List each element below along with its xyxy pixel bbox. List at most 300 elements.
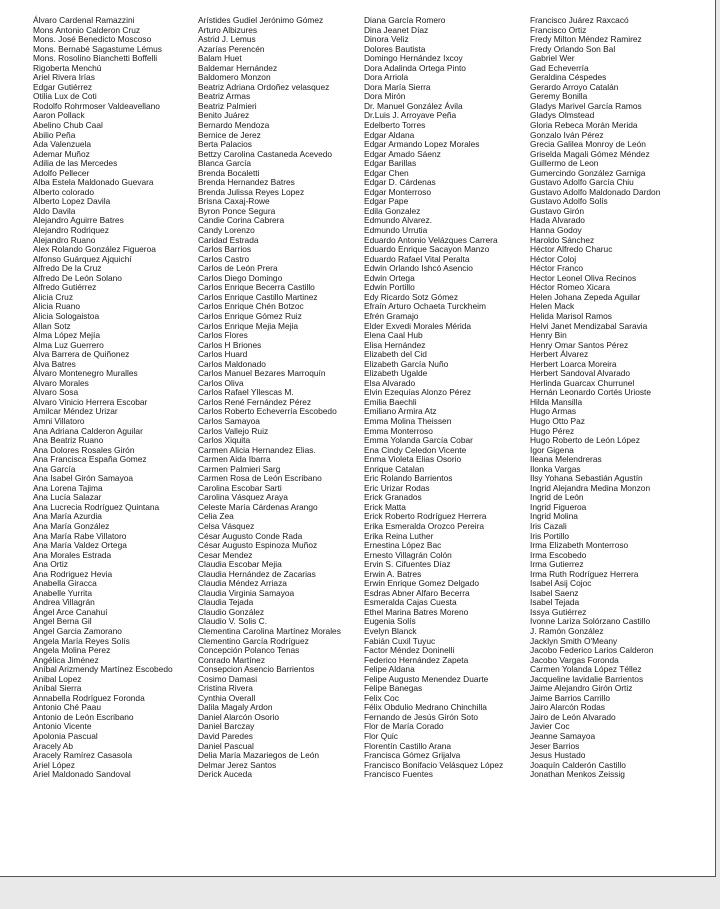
name-entry: Astrid J. Lemus xyxy=(198,34,256,45)
name-entry: Blanca García xyxy=(198,158,252,169)
name-entry: Isabel Asij Cojoc xyxy=(530,578,592,589)
name-entry: Jairo Alarcón Rodas xyxy=(530,702,605,713)
name-entry: Baldomero Monzon xyxy=(198,72,271,83)
name-entry: Carlos Maldonado xyxy=(198,358,266,369)
name-entry: Ariel Maldonado Sandoval xyxy=(33,769,131,780)
name-entry: Helen Johana Zepeda Aguilar xyxy=(530,291,641,302)
name-entry: Annabella Rodríguez Foronda xyxy=(33,692,145,703)
name-entry: Aracely Ramírez Casasola xyxy=(33,750,133,761)
name-entry: Candie Corina Cabrera xyxy=(198,215,285,226)
name-entry: Elder Exvedi Morales Mérida xyxy=(364,320,472,331)
name-entry: Geraldina Céspedes xyxy=(530,72,607,83)
name-entry: Claudio González xyxy=(198,606,265,617)
name-entry: Fabián Cuxil Tuyuc xyxy=(364,635,436,646)
name-entry: Elsa Alvarado xyxy=(364,377,416,388)
name-entry: Alejandro Aguirre Batres xyxy=(33,215,124,226)
name-entry: Angela Molina Perez xyxy=(33,645,111,656)
name-entry: Carlos Enrique Chén Botzoc xyxy=(198,301,304,312)
name-entry: Flor Quic xyxy=(364,731,398,742)
names-column-2 xyxy=(198,16,341,780)
name-entry: Candy Lorenzo xyxy=(198,225,255,236)
name-entry: Alfonso Guárquez Ajquichí xyxy=(33,253,132,264)
name-entry: Ilonka Vargas xyxy=(530,463,581,474)
name-entry: Herbert Sandoval Alvarado xyxy=(530,368,631,379)
name-entry: Erwin Enrique Gomez Delgado xyxy=(364,578,479,589)
name-entry: Beatriz Palmieri xyxy=(198,100,257,111)
name-entry: Emiliano Armira Atz xyxy=(364,406,437,417)
name-entry: Edwin Orlando Ishcó Asencio xyxy=(364,263,473,274)
name-entry: J. Ramón González xyxy=(530,626,604,636)
name-entry: Carolina Vásquez Araya xyxy=(198,492,288,503)
name-entry: Carmen Alicia Hernandez Elias. xyxy=(198,444,316,455)
name-entry: Ana Francisca España Gomez xyxy=(33,454,147,465)
name-entry: Dora Arriola xyxy=(364,72,409,83)
name-entry: Alfredo De la Cruz xyxy=(33,263,102,274)
name-entry: Anabella Giracca xyxy=(33,578,97,589)
name-entry: Anabelle Yurrita xyxy=(33,587,92,598)
name-entry: Edgar Armando Lopez Morales xyxy=(364,139,480,150)
name-entry: Felipe Banegas xyxy=(364,683,423,694)
name-entry: Dora Adalinda Ortega Pinto xyxy=(364,62,466,73)
name-entry: Gerardo Arroyo Catalán xyxy=(530,81,619,92)
name-entry: Jairo de León Alvarado xyxy=(530,711,616,722)
name-entry: Ingrid Alejandra Medina Monzon xyxy=(530,482,651,493)
name-entry: Felipe Aldana xyxy=(364,664,415,675)
name-entry: Carlos Enrique Mejia Mejia xyxy=(198,320,299,331)
name-entry: Alicia Sologaistoa xyxy=(33,310,100,321)
name-entry: Cosimo Damasi xyxy=(198,673,258,684)
name-entry: Helen Mack xyxy=(530,301,575,312)
name-entry: Carlos Xiquita xyxy=(198,435,251,446)
name-entry: Ernesto Villagrán Colón xyxy=(364,549,452,560)
name-entry: Adilia de las Mercedes xyxy=(33,158,118,169)
name-entry: Carlos Flores xyxy=(198,330,248,341)
name-entry: Elena Caal Hub xyxy=(364,330,423,341)
name-entry: Hugo Roberto de León López xyxy=(530,435,640,446)
name-entry: Carlos Castro xyxy=(198,253,250,264)
name-entry: Brenda Hernandez Batres xyxy=(198,177,295,188)
name-entry: Elizabeth Ugalde xyxy=(364,368,428,379)
name-entry: Edgar Gutiérrez xyxy=(33,81,93,92)
name-entry: Ana María Azurdia xyxy=(33,511,102,522)
name-entry: Factor Méndez Doninelli xyxy=(364,645,455,656)
name-entry: Jeanne Samayoa xyxy=(530,731,596,742)
name-entry: Felipe Augusto Menendez Duarte xyxy=(364,673,489,684)
name-entry: Gumercindo González Garniga xyxy=(530,167,646,178)
name-entry: Erick Granados xyxy=(364,492,422,503)
name-entry: Carlos H Briones xyxy=(198,339,262,350)
name-entry: Isabel Tejada xyxy=(530,597,580,608)
name-entry: Caridad Estrada xyxy=(198,234,259,245)
name-entry: Ethel Marina Batres Moreno xyxy=(364,606,469,617)
name-entry: Jesus Hustado xyxy=(530,750,586,761)
name-entry: Ariel Rivera Irías xyxy=(33,72,95,83)
name-entry: Gabriel Wer xyxy=(530,53,575,64)
name-entry: Abilio Peña xyxy=(33,129,76,140)
name-entry: Ervin S. Cifuentes Díaz xyxy=(364,559,451,570)
name-entry: César Augusto Espinoza Muñoz xyxy=(198,540,318,551)
name-entry: Brenda Bocaletti xyxy=(198,167,260,178)
names-column-4 xyxy=(530,16,660,780)
name-entry: Héctor Coloj xyxy=(530,253,577,264)
name-entry: Dalila Magaly Ardon xyxy=(198,702,273,713)
name-entry: Edgar Pape xyxy=(364,196,409,207)
name-entry: Angel Garcia Zamorano xyxy=(33,626,122,636)
name-entry: Concepción Polanco Tenas xyxy=(198,645,300,656)
name-entry: Fredy Orlando Son Bal xyxy=(530,43,616,54)
name-entry: Issya Gutiérrez xyxy=(530,606,587,617)
name-entry: Enma Violeta Elias Osorio xyxy=(364,454,462,465)
name-entry: Antonio de León Escribano xyxy=(33,711,134,722)
name-entry: Héctor Alfredo Charuc xyxy=(530,244,613,255)
name-entry: Adolfo Pellecer xyxy=(33,167,90,178)
name-entry: Claudia Tejada xyxy=(198,597,254,608)
name-entry: Carlos Enrique Castillo Martinez xyxy=(198,291,318,302)
name-entry: Emma Molina Theissen xyxy=(364,415,452,426)
name-entry: Celeste María Cárdenas Arango xyxy=(198,501,318,512)
name-entry: Domingo Hernández Ixcoy xyxy=(364,53,463,64)
name-entry: Alberto Lopez Davila xyxy=(33,196,111,207)
name-entry: Ada Valenzuela xyxy=(33,139,92,150)
name-entry: Héctor Romeo Xicara xyxy=(530,282,611,293)
name-entry: Helida Marisol Ramos xyxy=(530,310,612,321)
name-entry: Angela María Reyes Solís xyxy=(33,635,130,646)
name-entry: Aracely Ab xyxy=(33,740,74,751)
name-entry: Elisa Hernández xyxy=(364,339,426,350)
name-entry: Carlos Enrique Gómez Ruiz xyxy=(198,310,302,321)
name-entry: Ernestina López Bac xyxy=(364,540,442,551)
name-entry: Ana García xyxy=(33,463,76,474)
name-entry: Hanna Godoy xyxy=(530,225,582,236)
name-entry: Hugo Pérez xyxy=(530,425,575,436)
name-entry: Claudia Escobar Mejia xyxy=(198,559,282,570)
name-entry: Consepcion Asencio Barrientos xyxy=(198,664,315,675)
name-entry: Jacobo Vargas Foronda xyxy=(530,654,619,665)
name-entry: Jaime Alejandro Girón Ortiz xyxy=(530,683,633,694)
name-entry: Herlinda Guarcax Churrunel xyxy=(530,377,635,388)
name-entry: Jaime Barrios Carrillo xyxy=(530,692,611,703)
name-entry: Alma López Mejía xyxy=(33,330,101,341)
name-entry: Carlos Vallejo Ruiz xyxy=(198,425,269,436)
name-entry: Ingrid de León xyxy=(530,492,584,503)
name-entry: Benito Juárez xyxy=(198,110,250,121)
name-entry: Claudia Méndez Arriaza xyxy=(198,578,287,589)
name-entry: Eric Rolando Barrientos xyxy=(364,473,453,484)
name-entry: Beatriz Adriana Ordoñez velasquez xyxy=(198,81,330,92)
name-entry: Jacobo Federico Larios Calderon xyxy=(530,645,654,656)
name-entry: Haroldo Sánchez xyxy=(530,234,595,245)
name-entry: Carlos Manuel Bezares Marroquín xyxy=(198,368,326,379)
name-entry: Irma Ruth Rodríguez Herrera xyxy=(530,568,639,579)
name-entry: Alvaro Vinicio Herrera Escobar xyxy=(33,396,148,407)
name-entry: Bernice de Jerez xyxy=(198,129,261,140)
name-entry: Erika Reina Luther xyxy=(364,530,434,541)
name-entry: Eduardo Rafael Vital Peralta xyxy=(364,253,470,264)
name-entry: Arturo Albizures xyxy=(198,24,258,35)
name-entry: Flor de María Corado xyxy=(364,721,444,732)
name-entry: Alva Batres xyxy=(33,358,76,369)
name-entry: Carlos Huard xyxy=(198,349,248,360)
name-entry: Derick Auceda xyxy=(198,769,252,780)
name-entry: Gustavo Adolfo Solís xyxy=(530,196,608,207)
name-entry: Alex Rolando González Figueroa xyxy=(33,244,156,255)
name-entry: Carlos René Fernández Pérez xyxy=(198,396,312,407)
name-entry: Gustavo Girón xyxy=(530,205,584,216)
name-entry: Dora Mirón xyxy=(364,91,406,102)
name-entry: Iris Portillo xyxy=(530,530,570,541)
name-entry: Diana García Romero xyxy=(364,15,446,25)
name-entry: Guillermo de Leon xyxy=(530,158,599,169)
name-entry: Amilcar Méndez Urizar xyxy=(33,406,118,417)
name-entry: Andrea Villagrán xyxy=(33,597,95,608)
name-entry: Ana Morales Estrada xyxy=(33,549,112,560)
name-entry: Ana Beatriz Ruano xyxy=(33,435,104,446)
name-entry: Irma Escobedo xyxy=(530,549,587,560)
name-entry: Carmen Aida Ibarra xyxy=(198,454,271,465)
name-entry: Angélica Jiménez xyxy=(33,654,99,665)
name-entry: Dinora Veliz xyxy=(364,34,409,45)
name-entry: Ana María Rabe Villatoro xyxy=(33,530,127,541)
name-entry: Brisna Caxaj-Rowe xyxy=(198,196,270,207)
name-entry: Evelyn Blanck xyxy=(364,626,417,636)
name-entry: Ana Lucrecia Rodríguez Quintana xyxy=(33,501,160,512)
name-entry: Beatriz Armas xyxy=(198,91,251,102)
name-entry: Dina Jeanet Díaz xyxy=(364,24,429,35)
name-entry: Berta Palacios xyxy=(198,139,252,150)
name-entry: Celia Zea xyxy=(198,511,234,522)
name-entry: Ana Adriana Calderon Aguilar xyxy=(33,425,143,436)
name-entry: Alva Barrera de Quiñonez xyxy=(33,349,130,360)
name-entry: Carlos Rafael Yllescas M. xyxy=(198,387,294,398)
name-entry: Edgar Monterroso xyxy=(364,186,432,197)
name-entry: Brenda Julissa Reyes Lopez xyxy=(198,186,305,197)
name-entry: Otilia Lux de Coti xyxy=(33,91,97,102)
name-entry: Rodolfo Rohrmoser Valdeavellano xyxy=(33,100,160,111)
name-entry: Ariel López xyxy=(33,759,75,770)
name-entry: Jonathan Menkos Zeissig xyxy=(530,769,625,780)
name-entry: Erwin A. Batres xyxy=(364,568,422,579)
name-entry: Ilsy Yohana Sebastián Agustín xyxy=(530,473,643,484)
name-entry: Arístides Gudiel Jerónimo Gómez xyxy=(198,15,324,25)
name-entry: Iris Cazali xyxy=(530,520,567,531)
name-entry: Federico Hernández Zapeta xyxy=(364,654,469,665)
name-entry: Daniel Alarcón Osorio xyxy=(198,711,279,722)
name-entry: Dolores Bautista xyxy=(364,43,426,54)
name-entry: Edy Ricardo Sotz Gómez xyxy=(364,291,459,302)
name-entry: Enrique Catalan xyxy=(364,463,425,474)
name-entry: Carlos Diego Domingo xyxy=(198,272,283,283)
name-entry: Cesar Mendez xyxy=(198,549,253,560)
name-entry: Celsa Vásquez xyxy=(198,520,255,531)
name-entry: Claudio V. Solis C. xyxy=(198,616,268,627)
name-entry: Antonio Vicente xyxy=(33,721,92,732)
name-entry: Fredy Milton Méndez Ramirez xyxy=(530,34,642,45)
name-entry: Griselda Magali Gómez Méndez xyxy=(530,148,650,159)
name-entry: Eric Urizar Rodas xyxy=(364,482,430,493)
name-entry: Ana Isabel Girón Samayoa xyxy=(33,473,134,484)
name-entry: Ileana Melendreras xyxy=(530,454,602,465)
name-entry: Alejandro Rodriquez xyxy=(33,225,109,236)
name-entry: Álvaro Cardenal Ramazzini xyxy=(33,15,135,25)
name-entry: Edmundo Alvarez. xyxy=(364,215,432,226)
name-entry: Francisco Fuentes xyxy=(364,769,433,780)
name-entry: Edelberto Torres xyxy=(364,120,426,131)
name-entry: Delmar Jerez Santos xyxy=(198,759,277,770)
name-entry: Gloria Rebeca Morán Merida xyxy=(530,120,638,131)
name-entry: Alma Luz Guerrero xyxy=(33,339,104,350)
name-entry: Aaron Pollack xyxy=(33,110,85,121)
name-entry: Isabel Saenz xyxy=(530,587,579,598)
name-entry: Esdras Abner Alfaro Becerra xyxy=(364,587,470,598)
name-entry: Clementino García Rodríguez xyxy=(198,635,309,646)
name-entry: Dora María Sierra xyxy=(364,81,431,92)
name-entry: Ana Ortiz xyxy=(33,559,68,570)
name-entry: Aldo Davila xyxy=(33,205,76,216)
name-entry: Hada Alvarado xyxy=(530,215,585,226)
name-entry: Ana María González xyxy=(33,520,110,531)
name-entry: Claudia Virginia Samayoa xyxy=(198,587,295,598)
name-entry: Herbert Loarca Moreira xyxy=(530,358,617,369)
name-entry: Hugo Otto Paz xyxy=(530,415,585,426)
name-entry: Ana María Valdez Ortega xyxy=(33,540,127,551)
name-entry: Alicia Cruz xyxy=(33,291,74,302)
name-entry: Alfredo Gutiérrez xyxy=(33,282,97,293)
name-entry: Eduardo Antonio Velázques Carrera xyxy=(364,234,498,245)
name-entry: Edgar Chen xyxy=(364,167,409,178)
name-entry: Cristina Rivera xyxy=(198,683,253,694)
name-entry: Hector Leonel Oliva Recinos xyxy=(530,272,637,283)
name-entry: Edmundo Urrutia xyxy=(364,225,428,236)
name-entry: Mons. Rosolino Bianchetti Boffelli xyxy=(33,53,158,64)
name-entry: Ena Cindy Celedon Vicente xyxy=(364,444,467,455)
name-entry: Edgar Amado Sáenz xyxy=(364,148,441,159)
name-entry: Hernán Leonardo Cortés Urioste xyxy=(530,387,652,398)
name-entry: Mons. José Benedicto Moscoso xyxy=(33,34,152,45)
name-entry: Carolina Escobar Sarti xyxy=(198,482,282,493)
name-entry: Hilda Mansilla xyxy=(530,396,583,407)
name-entry: Francisca Gómez Grijalva xyxy=(364,750,461,761)
names-column-1 xyxy=(33,16,173,780)
name-entry: Gustavo Adolfo García Chiu xyxy=(530,177,634,188)
name-entry: Claudia Hernández de Zacarias xyxy=(198,568,316,579)
name-entry: Igor Gigena xyxy=(530,444,574,455)
name-entry: Eduardo Enrique Sacayon Manzo xyxy=(364,244,490,255)
name-entry: Dr. Manuel González Ávila xyxy=(364,100,463,111)
name-entry: Daniel Barczay xyxy=(198,721,255,732)
name-entry: Gladys Marivel García Ramos xyxy=(530,100,642,111)
name-entry: Abelino Chub Caal xyxy=(33,120,103,131)
name-entry: Aníbal Sierra xyxy=(33,683,82,694)
name-entry: Allan Sotz xyxy=(33,320,71,331)
name-entry: Carlos de León Prera xyxy=(198,263,278,274)
name-entry: Anibal Lopez xyxy=(33,673,82,684)
name-entry: Delia María Mazariegos de León xyxy=(198,750,320,761)
name-entry: Elvin Ezequías Alonzo Pérez xyxy=(364,387,472,398)
name-entry: Jacqueline lavidalie Barrientos xyxy=(530,673,644,684)
name-entry: Edgar Aldana xyxy=(364,129,415,140)
name-entry: Mons Antonio Calderon Cruz xyxy=(33,24,141,35)
name-entry: Edgar D. Cárdenas xyxy=(364,177,436,188)
name-entry: Emma Monterroso xyxy=(364,425,433,436)
name-entry: Ana Rodriguez Hevia xyxy=(33,568,113,579)
name-entry: Ana Lorena Tajima xyxy=(33,482,103,493)
name-entry: Geremy Bonilla xyxy=(530,91,588,102)
name-entry: Ángel Arce Canahuí xyxy=(33,606,108,617)
name-entry: Byron Ponce Segura xyxy=(198,205,276,216)
name-entry: Carlos Oliva xyxy=(198,377,244,388)
name-entry: Carlos Roberto Echeverría Escobedo xyxy=(198,406,337,417)
name-entry: Emilia Baechli xyxy=(364,396,417,407)
name-entry: Carmen Yolanda López Téllez xyxy=(530,664,642,675)
name-entry: Ana Dolores Rosales Girón xyxy=(33,444,135,455)
name-entry: Hugo Armas xyxy=(530,406,577,417)
name-entry: Emma Yolanda García Cobar xyxy=(364,435,473,446)
name-entry: Erick Matta xyxy=(364,501,406,512)
name-entry: Francisco Ortiz xyxy=(530,24,587,35)
name-entry: Aníbal Arizmendy Martínez Escobedo xyxy=(33,664,173,675)
name-entry: Alvaro Sosa xyxy=(33,387,79,398)
name-entry: Alberto colorado xyxy=(33,186,94,197)
name-entry: Félix Obdulio Medrano Chinchilla xyxy=(364,702,487,713)
name-entry: Grecia Galilea Monroy de León xyxy=(530,139,646,150)
name-entry: David Paredes xyxy=(198,731,253,742)
name-entry: Elizabeth del Cid xyxy=(364,349,427,360)
name-entry: Balam Huet xyxy=(198,53,242,64)
name-entry: Gladys Olmstead xyxy=(530,110,595,121)
name-entry: Carmen Rosa de León Escribano xyxy=(198,473,322,484)
name-entry: Alvaro Morales xyxy=(33,377,89,388)
name-entry: César Augusto Conde Rada xyxy=(198,530,303,541)
name-entry: Gustavo Adolfo Maldonado Dardon xyxy=(530,186,661,197)
name-entry: Dr.Luis J. Arroyave Peña xyxy=(364,110,457,121)
name-entry: Ingrid Figueroa xyxy=(530,501,587,512)
name-entry: Alejandro Ruano xyxy=(33,234,96,245)
name-entry: Felix Coc xyxy=(364,692,399,703)
name-entry: Gad Echeverría xyxy=(530,62,589,73)
name-entry: Álvaro Montenegro Muralles xyxy=(33,368,138,379)
name-entry: Bernardo Mendoza xyxy=(198,120,270,131)
name-entry: Ingrid Molina xyxy=(530,511,578,522)
name-entry: Baldemar Hernández xyxy=(198,62,278,73)
name-entry: Alfredo De León Solano xyxy=(33,272,122,283)
name-entry: Francisco Bonifacio Velásquez López xyxy=(364,759,504,770)
name-entry: Irma Gutierrez xyxy=(530,559,584,570)
name-entry: Amni Villatoro xyxy=(33,415,85,426)
name-entry: Gonzalo Iván Pérez xyxy=(530,129,604,140)
name-entry: Cynthia Overall xyxy=(198,692,256,703)
name-entry: Ivonne Lariza Solórzano Castillo xyxy=(530,616,651,627)
name-entry: Erick Roberto Rodríguez Herrera xyxy=(364,511,487,522)
name-entry: Alba Estela Maldonado Guevara xyxy=(33,177,154,188)
name-entry: Efraín Arturo Ochaeta Turckheim xyxy=(364,301,486,312)
name-entry: Esmeralda Cajas Cuesta xyxy=(364,597,457,608)
name-entry: Eugenia Solís xyxy=(364,616,416,627)
name-entry: Edila Gonzalez xyxy=(364,205,421,216)
names-column-3 xyxy=(364,16,503,780)
name-entry: Edgar Barillas xyxy=(364,158,417,169)
name-entry: Apolonia Pascual xyxy=(33,731,98,742)
name-entry: Rigoberta Menchú xyxy=(33,62,102,73)
name-entry: Francisco Juárez Raxcacó xyxy=(530,15,629,25)
name-entry: Javier Coc xyxy=(530,721,570,732)
name-entry: Helvi Janet Mendizabal Saravia xyxy=(530,320,648,331)
name-entry: Edwin Portillo xyxy=(364,282,415,293)
name-entry: Angel Berna Gil xyxy=(33,616,92,627)
name-entry: Carlos Samayoa xyxy=(198,415,260,426)
name-entry: Mons. Bernabé Sagastume Lémus xyxy=(33,43,162,54)
name-entry: Efrén Gramajo xyxy=(364,310,419,321)
name-entry: Azarías Perencén xyxy=(198,43,265,54)
